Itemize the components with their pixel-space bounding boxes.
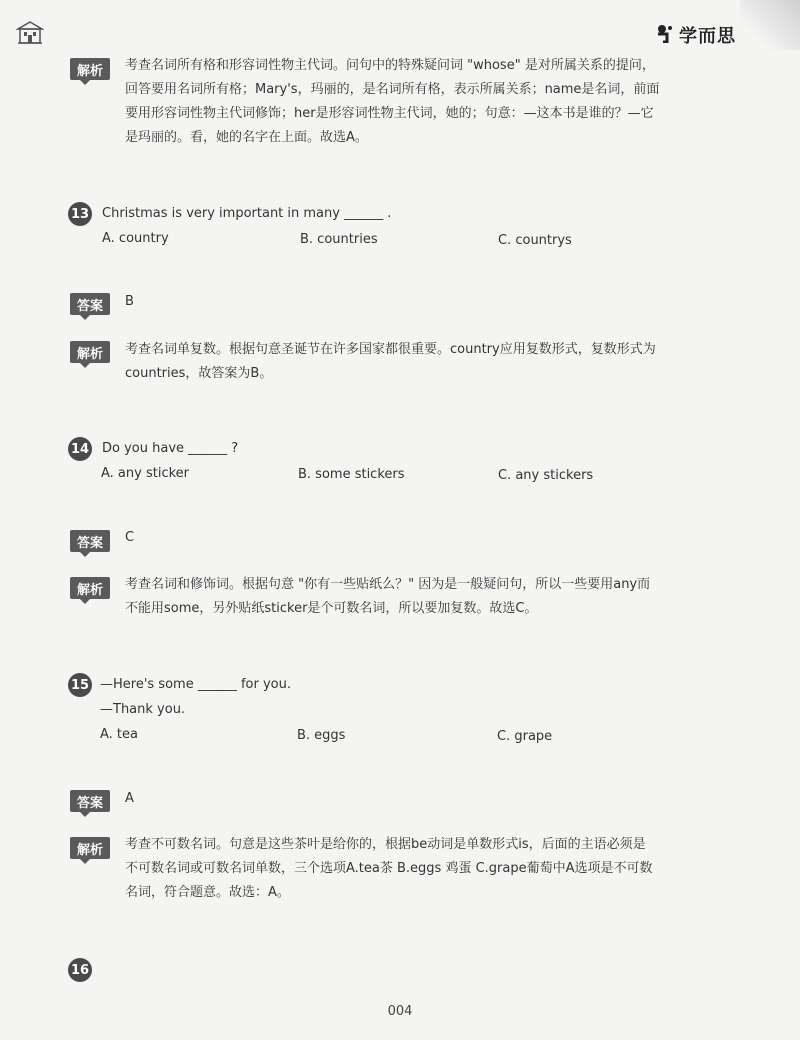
analysis-line: 不能用some，另外贴纸sticker是个可数名词，所以要加复数。故选C。 [125, 601, 538, 616]
analysis-tag: 解析 [70, 341, 110, 363]
answer-value: B [125, 294, 134, 309]
analysis-line: 考查名词所有格和形容词性物主代词。问句中的特殊疑问词 "whose" 是对所属关系的提问， [125, 58, 655, 73]
analysis-line: 要用形容词性物主代词修饰；her是形容词性物主代词，她的；句意：—这本书是谁的？—它 [125, 106, 654, 121]
question-number-badge: 16 [68, 958, 92, 982]
option-b: B. some stickers [298, 467, 405, 482]
analysis-text-q13 [125, 338, 705, 386]
question-text: Do you have ______ ? [102, 441, 239, 456]
analysis-text-q12 [125, 54, 705, 150]
question-text: Christmas is very important in many ______ . [102, 206, 392, 221]
option-a: A. any sticker [101, 466, 189, 481]
question-text: —Thank you. [100, 702, 186, 717]
question-number-badge: 15 [68, 673, 92, 697]
analysis-text-q15 [125, 833, 705, 905]
option-b: B. countries [300, 232, 378, 247]
analysis-line: 考查不可数名词。句意是这些茶叶是给你的，根据be动词是单数形式is，后面的主语必须是 [125, 837, 646, 852]
question-text: —Here's some ______ for you. [100, 677, 291, 692]
answer-tag: 答案 [70, 790, 110, 812]
question-number-badge: 14 [68, 437, 92, 461]
analysis-line: 不可数名词或可数名词单数，三个选项A.tea茶 B.eggs 鸡蛋 C.grape葡萄中A选项是不可数 [125, 861, 653, 876]
question-number-badge: 13 [68, 202, 92, 226]
analysis-text-q14 [125, 573, 705, 621]
analysis-line: 回答要用名词所有格；Mary's，玛丽的，是名词所有格，表示所属关系；name是名词，前面 [125, 82, 660, 97]
option-c: C. grape [497, 729, 553, 744]
answer-value: A [125, 791, 134, 806]
analysis-tag: 解析 [70, 577, 110, 599]
analysis-line: 考查名词和修饰词。根据句意 "你有一些贴纸么？" 因为是一般疑问句，所以一些要用any而 [125, 577, 651, 592]
answer-value: C [125, 530, 135, 545]
option-c: C. any stickers [498, 468, 594, 483]
option-a: A. tea [100, 727, 138, 742]
option-c: C. countrys [498, 233, 572, 248]
analysis-line: 考查名词单复数。根据句意圣诞节在许多国家都很重要。country应用复数形式，复数形式为 [125, 342, 656, 357]
school-building-icon [16, 20, 44, 50]
analysis-line: 名词，符合题意。故选：A。 [125, 885, 290, 900]
page-number: 004 [387, 1004, 413, 1019]
analysis-tag: 解析 [70, 837, 110, 859]
answer-tag: 答案 [70, 293, 110, 315]
answer-tag: 答案 [70, 530, 110, 552]
analysis-line: countries，故答案为B。 [125, 366, 273, 381]
brand-logo [655, 22, 736, 48]
option-a: A. country [102, 231, 169, 246]
brand-name: 学而思 [679, 26, 736, 47]
analysis-line: 是玛丽的。看，她的名字在上面。故选A。 [125, 130, 368, 145]
brand-mark-icon [655, 23, 675, 47]
page-curl-shadow [740, 0, 800, 50]
option-b: B. eggs [297, 728, 346, 743]
analysis-tag: 解析 [70, 58, 110, 80]
